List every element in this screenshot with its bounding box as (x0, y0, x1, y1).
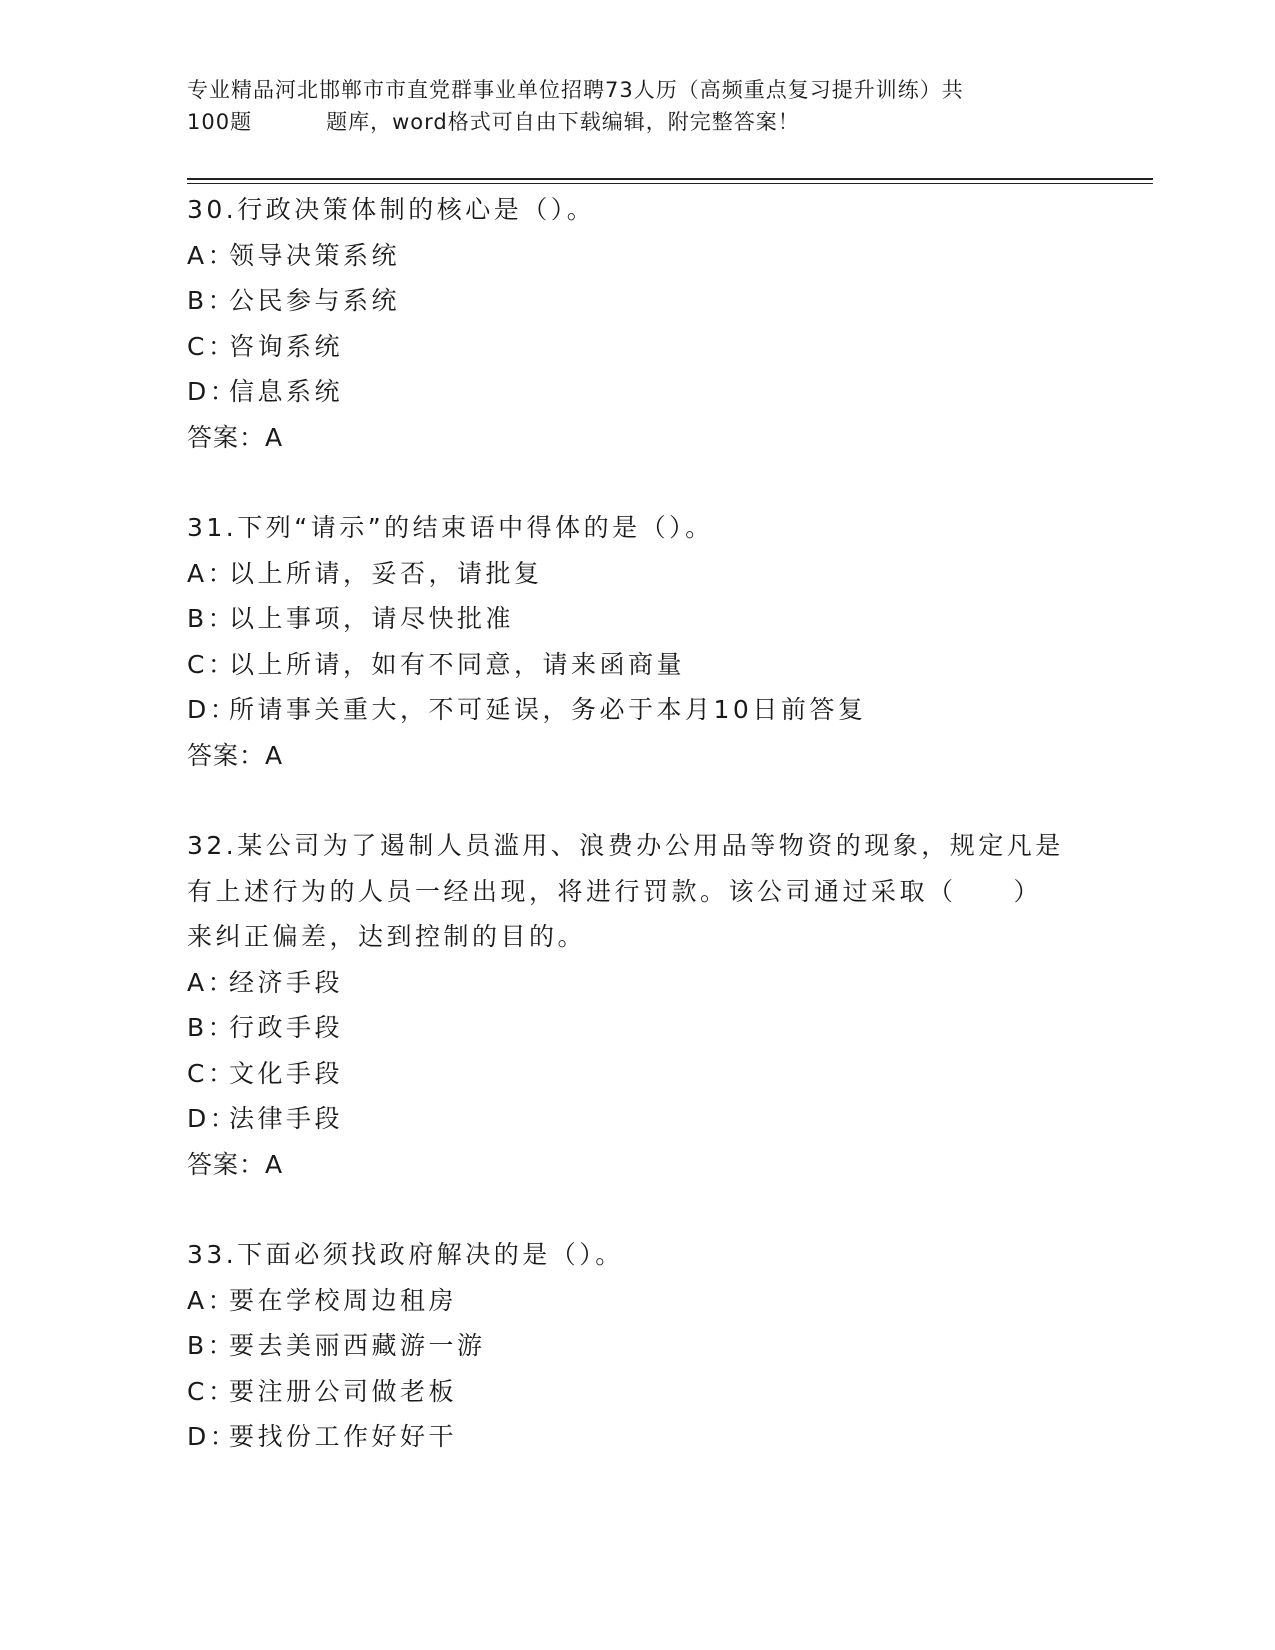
option-text: 所请事关重大，不可延误，务必于本月10日前答复 (229, 695, 867, 724)
document-header (187, 74, 1087, 138)
option-key: A： (187, 240, 237, 270)
option-text: 要在学校周边租房 (229, 1285, 458, 1315)
option-c (187, 1051, 1087, 1097)
option-key: D： (187, 377, 239, 406)
option-key: C： (187, 1058, 237, 1088)
option-a (187, 551, 1087, 597)
option-key: D： (187, 695, 239, 724)
option-key: A： (187, 1285, 237, 1315)
option-text: 要找份工作好好干 (229, 1422, 458, 1451)
option-text: 以上事项，请尽快批准 (229, 604, 515, 633)
answer-line: 答案：A (187, 422, 284, 452)
question-stem: 32.某公司为了遏制人员滥用、浪费办公用品等物资的现象，规定凡是 (187, 831, 1064, 860)
option-key: B： (187, 1331, 237, 1360)
option-key: C： (187, 649, 237, 679)
header-question-count: 100题 (187, 110, 253, 134)
question-block (187, 823, 1087, 1187)
question-list (187, 187, 1087, 1460)
option-a (187, 1278, 1087, 1324)
header-description: 题库，word格式可自由下载编辑，附完整答案！ (326, 110, 800, 134)
option-key: D： (187, 1422, 239, 1451)
option-c (187, 642, 1087, 688)
option-a (187, 960, 1087, 1006)
header-title-line-1: 专业精品河北邯郸市市直党群事业单位招聘73人历（高频重点复习提升训练）共 (187, 78, 964, 102)
question-block (187, 187, 1087, 460)
question-stem: 有上述行为的人员一经出现，将进行罚款。该公司通过采取（ ） (187, 876, 1043, 906)
option-text: 要去美丽西藏游一游 (229, 1331, 486, 1360)
question-block (187, 505, 1087, 778)
option-key: A： (187, 558, 237, 588)
answer-line: 答案：A (187, 740, 284, 770)
question-stem: 31.下列“请示”的结束语中得体的是（）。 (187, 513, 714, 542)
option-d (187, 1096, 1087, 1142)
option-text: 法律手段 (229, 1104, 344, 1133)
option-d (187, 687, 1087, 733)
option-text: 要注册公司做老板 (229, 1376, 458, 1406)
option-b (187, 278, 1087, 324)
option-text: 以上所请，如有不同意，请来函商量 (229, 649, 686, 679)
option-key: D： (187, 1104, 239, 1133)
option-d (187, 1414, 1087, 1460)
option-text: 公民参与系统 (229, 286, 401, 315)
question-block (187, 1232, 1087, 1460)
question-stem: 30.行政决策体制的核心是（）。 (187, 195, 596, 224)
header-title-line-2 (187, 106, 1087, 138)
question-stem: 33.下面必须找政府解决的是（）。 (187, 1240, 624, 1269)
option-text: 信息系统 (229, 377, 344, 406)
question-stem: 来纠正偏差，达到控制的目的。 (187, 922, 587, 951)
option-c (187, 324, 1087, 370)
option-key: B： (187, 1013, 237, 1042)
option-key: B： (187, 604, 237, 633)
option-key: A： (187, 967, 237, 997)
option-text: 领导决策系统 (229, 240, 401, 270)
option-key: C： (187, 1376, 237, 1406)
option-b (187, 1323, 1087, 1369)
option-b (187, 596, 1087, 642)
header-divider-thin (187, 183, 1153, 184)
option-b (187, 1005, 1087, 1051)
option-text: 以上所请，妥否，请批复 (229, 558, 543, 588)
option-text: 文化手段 (229, 1058, 344, 1088)
option-key: B： (187, 286, 237, 315)
answer-line: 答案：A (187, 1149, 284, 1179)
option-d (187, 369, 1087, 415)
option-text: 行政手段 (229, 1013, 344, 1042)
option-c (187, 1369, 1087, 1415)
option-text: 经济手段 (229, 967, 344, 997)
header-divider (187, 178, 1153, 180)
option-key: C： (187, 331, 237, 361)
option-text: 咨询系统 (229, 331, 344, 361)
option-a (187, 233, 1087, 279)
